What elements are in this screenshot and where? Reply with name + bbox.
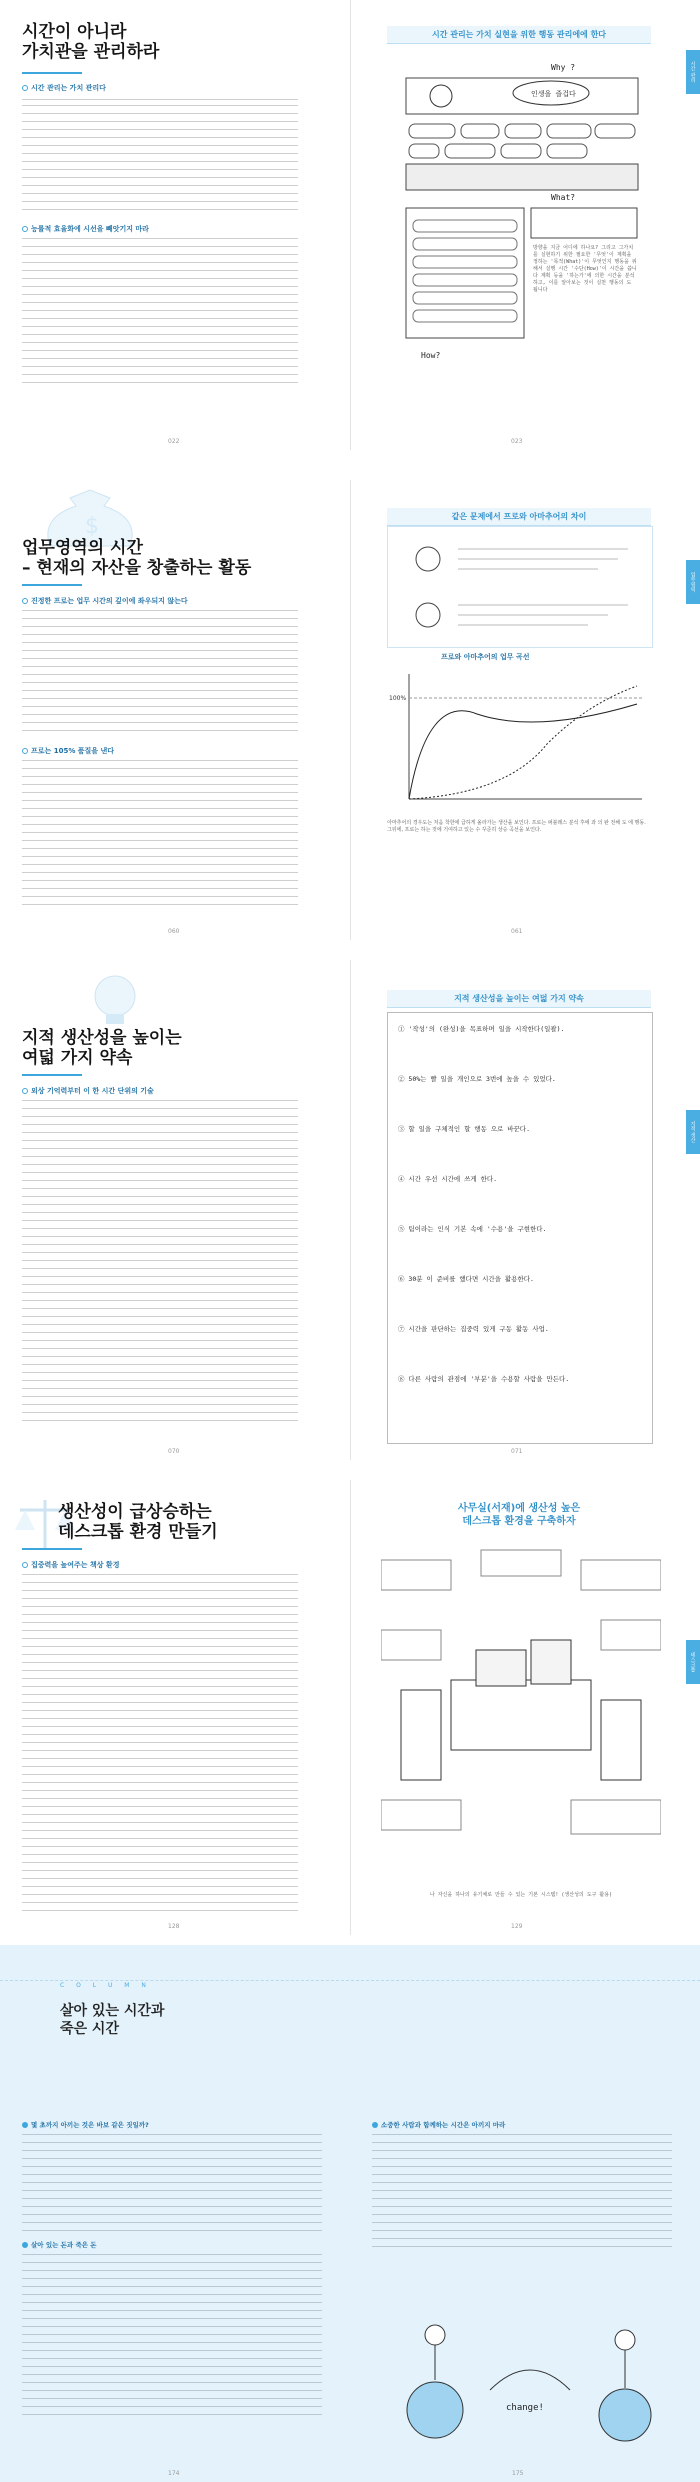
subhead: 외상 기억력부터 이 한 시간 단위의 기술 — [22, 1086, 154, 1096]
title-underline — [22, 1548, 82, 1550]
column-body — [22, 2252, 322, 2422]
title-underline — [22, 584, 82, 586]
column-body — [372, 2132, 672, 2252]
left-page-128 — [0, 1480, 350, 1935]
spread-4 — [0, 1480, 700, 1935]
page-number: 023 — [511, 438, 523, 445]
why-label: Why ? — [551, 63, 576, 72]
how-label: How? — [421, 351, 441, 360]
promise-item: ② 50%는 빨 일을 개인으로 3번에 높을 수 있었다. — [398, 1075, 556, 1083]
work-curve-chart — [387, 664, 651, 814]
percent-label: 100% — [389, 695, 407, 702]
what-label: What? — [551, 193, 576, 202]
body-text — [22, 608, 298, 738]
page-number: 061 — [511, 928, 523, 935]
promise-item: ④ 시간 우선 시간에 쓰게 한다. — [398, 1175, 498, 1183]
promise-items — [398, 1025, 642, 1425]
diagram-caption: 방향을 지금 어디에 하나요? 그리고 그가치를 실현하기 위한 필요한 '무엇'이 계획을 정하는 '목적(What)'이 무엇인지 행동을 위해서 실행 시간 '수단(How)'이 시간을 씁니다 계획 등을 '하는가'에 의한 시간을 분석하고, 이를 알아보는 것이 실천 행동의 도 됩니다 — [533, 245, 637, 293]
spread-gap — [0, 940, 700, 960]
subhead: 프로는 105% 품질을 낸다 — [22, 746, 114, 756]
left-page-022 — [0, 0, 350, 450]
box-title: 같은 문제에서 프로와 아마추어의 차이 — [387, 508, 651, 526]
right-page-061 — [350, 480, 700, 940]
right-page-023 — [350, 0, 700, 450]
promise-item: ⑧ 다른 사람의 관점에 '부분'을 수용할 사람을 만든다. — [398, 1375, 570, 1383]
page-number: 175 — [512, 2470, 524, 2477]
chart-title: 프로와 아마추어의 업무 곡선 — [441, 653, 530, 661]
column-subhead: 몇 초까지 아끼는 것은 바보 같은 짓일까? — [22, 2120, 149, 2129]
page-number: 070 — [168, 1448, 180, 1455]
body-text — [22, 1098, 298, 1428]
spread-gap — [0, 450, 700, 480]
title-underline — [22, 72, 82, 74]
column-subhead: 소중한 사람과 함께하는 시간은 아끼지 마라 — [372, 2120, 505, 2129]
column-title: 살아 있는 시간과 죽은 시간 — [60, 2003, 165, 2037]
spread-1 — [0, 0, 700, 450]
column-label: C O L U M N — [60, 1982, 151, 1989]
column-subhead: 살아 있는 돈과 죽은 돈 — [22, 2240, 97, 2249]
desk-bottom-note: 나 자신을 하나의 유기체로 만들 수 있는 기본 시스템! (생산성의 도구 활용) — [429, 1892, 613, 1898]
subhead: 진정한 프로는 업무 시간의 깊이에 좌우되지 않는다 — [22, 596, 188, 606]
body-text — [22, 1572, 298, 1912]
change-label: change! — [506, 2403, 544, 2413]
desk-illustration — [381, 1540, 661, 1880]
page-title: 생산성이 급상승하는 데스크톱 환경 만들기 — [58, 1502, 218, 1542]
promise-item: ③ 할 일을 구체적인 할 행동 으로 바꾼다. — [398, 1125, 531, 1133]
page-number: 174 — [168, 2470, 180, 2477]
page-number: 128 — [168, 1923, 180, 1930]
body-text — [22, 236, 298, 386]
box-title: 지적 생산성을 높이는 여덟 가지 약속 — [387, 990, 651, 1008]
subhead: 능률적 효율화에 시선을 빼앗기지 마라 — [22, 224, 149, 234]
promise-item: ⑥ 30분 이 준비를 했다면 시간을 활용한다. — [398, 1275, 534, 1283]
value-action-diagram — [401, 60, 641, 370]
pro-amateur-illustration — [388, 527, 652, 647]
left-page-060 — [0, 480, 350, 940]
page-title: 지적 생산성을 높이는 여덟 가지 약속 — [22, 1028, 182, 1068]
right-page-071 — [350, 960, 700, 1460]
column-body — [22, 2132, 322, 2232]
chapter-tab[interactable]: 데스크톱 — [686, 1640, 700, 1684]
clock-people-illustration — [380, 2280, 680, 2450]
box-title: 시간 관리는 가치 실현을 위한 행동 관리에에 한다 — [387, 26, 651, 44]
page-number: 071 — [511, 1448, 523, 1455]
spread-3 — [0, 960, 700, 1460]
spread-gap — [0, 1460, 700, 1480]
body-text — [22, 95, 298, 215]
page-title: 시간이 아니라 가치관을 관리하라 — [22, 22, 160, 62]
spread-2 — [0, 480, 700, 940]
promise-item: ⑦ 시간을 판단하는 집중력 있게 구동 활동 사업. — [398, 1325, 549, 1333]
promise-item: ⑤ 팀이라는 인식 기본 속에 '수용'을 구현한다. — [398, 1225, 547, 1233]
bubble-text: 인생을 즐겁다 — [531, 90, 576, 98]
left-page-070 — [0, 960, 350, 1460]
page-number: 060 — [168, 928, 180, 935]
column-divider — [0, 1980, 700, 1981]
page-title: 업무영역의 시간 – 현재의 자산을 창출하는 활동 — [22, 538, 252, 578]
subhead: 집중력을 높여주는 책상 환경 — [22, 1560, 119, 1570]
promise-list — [387, 1012, 653, 1444]
chapter-tab[interactable]: 시간 관리 — [686, 50, 700, 94]
comparison-box — [387, 526, 653, 648]
promise-item: ① '작성'의 (완성)을 목표하며 일을 시작한다(일괄). — [398, 1025, 565, 1033]
page-number: 022 — [168, 438, 180, 445]
right-page-129 — [350, 1480, 700, 1935]
chapter-tab[interactable]: 지적 생산 — [686, 1110, 700, 1154]
lightbulb-icon — [70, 970, 160, 1030]
subhead: 시간 관리는 가치 관리다 — [22, 83, 106, 93]
title-underline — [22, 1074, 82, 1076]
chapter-tab[interactable]: 업무영역 — [686, 560, 700, 604]
box-title: 사무실(서재)에 생산성 높은 데스크톱 환경을 구축하자 — [457, 1503, 581, 1527]
chart-caption: 아마추어의 경우도는 처음 착한에 급하게 올라가는 생산을 보인다. 프로는 퍼블레스 분석 후에 과 의 완 전해 도 에 행동. 그뒤에, 프로는 하는 것에 기여하고 있는 수 꾸준히 상승 곡선을 보인다. — [387, 820, 646, 833]
page-number: 129 — [511, 1923, 523, 1930]
svg-text:$: $ — [85, 514, 99, 539]
body-text — [22, 758, 298, 908]
